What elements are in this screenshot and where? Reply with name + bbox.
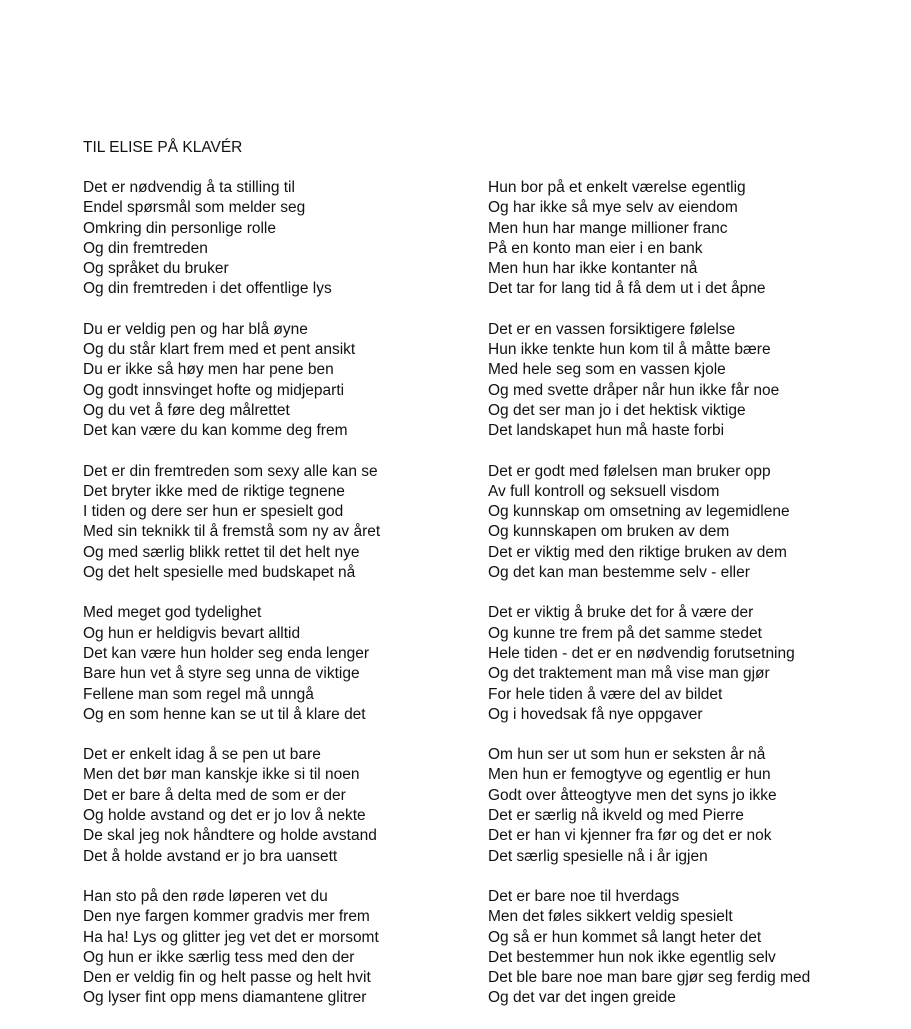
poem-line: Fellene man som regel må unngå [83, 685, 314, 703]
poem-line: Ha ha! Lys og glitter jeg vet det er morsomt [83, 928, 379, 946]
poem-line: De skal jeg nok håndtere og holde avstand [83, 827, 377, 845]
poem-line: Endel spørsmål som melder seg [83, 199, 306, 217]
stanza [83, 320, 493, 442]
poem-line: Men hun har ikke kontanter nå [488, 260, 698, 278]
poem-line: Det landskapet hun må haste forbi [488, 422, 725, 440]
poem-line: Og det helt spesielle med budskapet nå [83, 564, 356, 582]
poem-line: Og kunne tre frem på det samme stedet [488, 624, 762, 642]
poem-line: Og det var det ingen greide [488, 989, 676, 1007]
poem-line: Og i hovedsak få nye oppgaver [488, 705, 703, 723]
poem-line: Og holde avstand og det er jo lov å nekte [83, 807, 366, 825]
poem-line: Men hun har mange millioner franc [488, 219, 728, 237]
poem-line: Om hun ser ut som hun er seksten år nå [488, 746, 766, 764]
poem-line: Hele tiden - det er en nødvendig forutsetning [488, 644, 795, 662]
poem-line: Og lyser fint opp mens diamantene glitrer [83, 989, 367, 1007]
stanza [488, 887, 898, 1009]
poem-line: I tiden og dere ser hun er spesielt god [83, 503, 344, 521]
poem-line: Og kunnskapen om bruken av dem [488, 523, 730, 541]
poem-line: Av full kontroll og seksuell visdom [488, 482, 720, 500]
poem-line: Og du vet å føre deg målrettet [83, 401, 290, 419]
poem-line: Og din fremtreden [83, 239, 208, 257]
poem-line: Og en som henne kan se ut til å klare det [83, 705, 366, 723]
poem-line: Det å holde avstand er jo bra uansett [83, 847, 338, 865]
poem-line: Og hun er heldigvis bevart alltid [83, 624, 301, 642]
poem-line: Det er særlig nå ikveld og med Pierre [488, 807, 744, 825]
poem-line: Og hun er ikke særlig tess med den der [83, 948, 355, 966]
poem-line: Han sto på den røde løperen vet du [83, 887, 328, 905]
poem-line: Og så er hun kommet så langt heter det [488, 928, 762, 946]
stanza [488, 603, 898, 725]
poem-line: Omkring din personlige rolle [83, 219, 276, 237]
stanza [488, 320, 898, 442]
poem-line: Du er ikke så høy men har pene ben [83, 361, 334, 379]
poem-line: Det særlig spesielle nå i år igjen [488, 847, 708, 865]
poem-line: Den nye fargen kommer gradvis mer frem [83, 908, 370, 926]
poem-line: Og med svette dråper når hun ikke får noe [488, 381, 780, 399]
right-column [488, 178, 898, 1029]
poem-line: Det er nødvendig å ta stilling til [83, 179, 295, 196]
poem-line: Det er din fremtreden som sexy alle kan se [83, 462, 378, 480]
poem-line: Det er enkelt idag å se pen ut bare [83, 746, 321, 764]
stanza [488, 745, 898, 867]
poem-line: Det er godt med følelsen man bruker opp [488, 462, 771, 480]
poem-line: Og det ser man jo i det hektisk viktige [488, 401, 746, 419]
poem-title: TIL ELISE PÅ KLAVÉR [83, 139, 243, 156]
poem-line: Med hele seg som en vassen kjole [488, 361, 726, 379]
poem-line: Det tar for lang tid å få dem ut i det åpne [488, 280, 766, 298]
stanza [83, 745, 493, 867]
poem-line: Og det kan man bestemme selv - eller [488, 564, 750, 582]
poem-line: Og med særlig blikk rettet til det helt nye [83, 543, 360, 561]
poem-line: Det er viktig å bruke det for å være der [488, 604, 754, 622]
poem-line: På en konto man eier i en bank [488, 239, 703, 257]
poem-line: Den er veldig fin og helt passe og helt hvit [83, 969, 371, 987]
poem-line: Det ble bare noe man bare gjør seg ferdig med [488, 969, 811, 987]
poem-line: Og det traktement man må vise man gjør [488, 665, 770, 683]
poem-line: For hele tiden å være del av bildet [488, 685, 723, 703]
stanza [488, 462, 898, 584]
poem-line: Og din fremtreden i det offentlige lys [83, 280, 332, 298]
poem-line: Og du står klart frem med et pent ansikt [83, 341, 356, 359]
poem-line: Det er viktig med den riktige bruken av dem [488, 543, 787, 561]
poem-line: Det bryter ikke med de riktige tegnene [83, 482, 345, 500]
poem-line: Med meget god tydelighet [83, 604, 262, 622]
poem-line: Hun ikke tenkte hun kom til å måtte bære [488, 341, 771, 359]
poem-line: Bare hun vet å styre seg unna de viktige [83, 665, 360, 683]
poem-line: Og godt innsvinget hofte og midjeparti [83, 381, 345, 399]
poem-line: Hun bor på et enkelt værelse egentlig [488, 179, 746, 196]
stanza [83, 462, 493, 584]
left-column [83, 178, 493, 1029]
stanza [83, 178, 493, 300]
poem-line: Og språket du bruker [83, 260, 229, 278]
poem-line: Det er en vassen forsiktigere følelse [488, 320, 736, 338]
stanza [83, 887, 493, 1009]
poem-line: Men hun er femogtyve og egentlig er hun [488, 766, 771, 784]
poem-line: Det kan være hun holder seg enda lenger [83, 644, 370, 662]
poem-line: Men det føles sikkert veldig spesielt [488, 908, 733, 926]
poem-line: Det kan være du kan komme deg frem [83, 422, 348, 440]
poem-line: Det er han vi kjenner fra før og det er nok [488, 827, 772, 845]
poem-line: Og kunnskap om omsetning av legemidlene [488, 503, 790, 521]
poem-line: Med sin teknikk til å fremstå som ny av året [83, 523, 381, 541]
poem-line: Det er bare å delta med de som er der [83, 786, 346, 804]
poem-line: Det bestemmer hun nok ikke egentlig selv [488, 948, 776, 966]
poem-line: Du er veldig pen og har blå øyne [83, 320, 308, 338]
stanza [83, 603, 493, 725]
poem-line: Det er bare noe til hverdags [488, 887, 680, 905]
poem-line: Og har ikke så mye selv av eiendom [488, 199, 738, 217]
stanza [488, 178, 898, 300]
poem-line: Godt over åtteogtyve men det syns jo ikke [488, 786, 777, 804]
poem-line: Men det bør man kanskje ikke si til noen [83, 766, 360, 784]
